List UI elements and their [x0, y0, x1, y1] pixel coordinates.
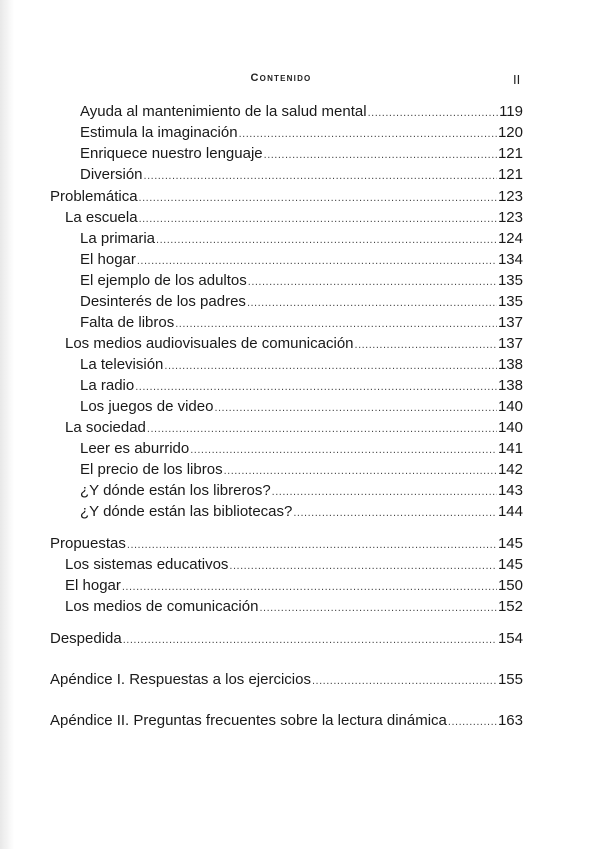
toc-entry-page: 138 — [497, 377, 523, 394]
toc-entry-label: ¿Y dónde están los libreros? — [80, 482, 271, 499]
toc-leader-dots — [312, 669, 497, 692]
toc-leader-dots — [368, 101, 498, 124]
toc-entry-page: 137 — [497, 314, 523, 331]
toc-entry — [65, 417, 523, 439]
toc-leader-dots — [355, 333, 497, 356]
toc-entry-page: 121 — [497, 166, 523, 183]
toc-leader-dots — [164, 354, 497, 377]
toc-entry — [50, 710, 523, 732]
toc-entry — [80, 228, 523, 250]
toc-entry-label: Enriquece nuestro lenguaje — [80, 145, 263, 162]
toc-entry-label: La sociedad — [65, 419, 146, 436]
toc-entry-page: 152 — [497, 598, 523, 615]
toc-leader-dots — [264, 143, 497, 166]
toc-entry-label: Apéndice II. Preguntas frecuentes sobre la lectura dinámica — [50, 712, 447, 729]
toc-entry-page: 123 — [497, 188, 523, 205]
toc-entry — [50, 669, 523, 691]
toc-entry — [50, 628, 523, 650]
toc-entry-label: Falta de libros — [80, 314, 175, 331]
toc-leader-dots — [135, 375, 497, 398]
toc-entry-label: La radio — [80, 377, 135, 394]
toc-leader-dots — [139, 186, 497, 209]
toc-entry-page: 140 — [497, 419, 523, 436]
toc-entry-label: Problemática — [50, 188, 138, 205]
toc-entry — [80, 354, 523, 376]
toc-entry — [80, 438, 523, 460]
toc-entry-label: El precio de los libros — [80, 461, 223, 478]
toc-entry-label: Los juegos de video — [80, 398, 214, 415]
toc-entry — [50, 186, 523, 208]
toc-entry-page: 138 — [497, 356, 523, 373]
toc-entry-page: 137 — [497, 335, 523, 352]
toc-entry-label: Diversión — [80, 166, 143, 183]
page-edge-shadow — [0, 0, 14, 849]
toc-entry-page: 135 — [497, 272, 523, 289]
toc-leader-dots — [248, 270, 497, 293]
toc-entry-label: Los sistemas educativos — [65, 556, 229, 573]
toc-leader-dots — [139, 207, 497, 230]
toc-entry-label: ¿Y dónde están las bibliotecas? — [80, 503, 293, 520]
toc-entry-page: 141 — [497, 440, 523, 457]
header-page-number: II — [513, 72, 521, 87]
toc-leader-dots — [127, 533, 497, 556]
toc-entry-label: El hogar — [80, 251, 136, 268]
toc-entry-label: El hogar — [65, 577, 121, 594]
toc-leader-dots — [259, 596, 497, 619]
toc-entry — [65, 333, 523, 355]
toc-entry-label: La escuela — [65, 209, 138, 226]
toc-entry-label: Apéndice I. Respuestas a los ejercicios — [50, 671, 311, 688]
toc-leader-dots — [247, 291, 497, 314]
toc-entry-page: 124 — [497, 230, 523, 247]
toc-entry — [50, 533, 523, 555]
toc-entry-label: Desinterés de los padres — [80, 293, 246, 310]
toc-entry — [80, 249, 523, 271]
toc-leader-dots — [122, 575, 497, 598]
toc-entry — [80, 143, 523, 165]
toc-entry — [65, 554, 523, 576]
toc-leader-dots — [214, 396, 497, 419]
toc-entry-page: 120 — [497, 124, 523, 141]
toc-entry — [65, 596, 523, 618]
toc-entry-page: 155 — [497, 671, 523, 688]
toc-entry-page: 143 — [497, 482, 523, 499]
toc-leader-dots — [239, 122, 497, 145]
toc-entry-page: 121 — [497, 145, 523, 162]
toc-entry — [80, 291, 523, 313]
toc-leader-dots — [137, 249, 497, 272]
toc-entry-page: 123 — [497, 209, 523, 226]
toc-entry-label: Los medios de comunicación — [65, 598, 259, 615]
toc-entry-page: 142 — [497, 461, 523, 478]
header-title: Contenido — [250, 72, 312, 84]
toc-leader-dots — [293, 501, 497, 524]
toc-entry — [80, 312, 523, 334]
toc-entry-page: 144 — [497, 503, 523, 520]
toc-entry-label: La televisión — [80, 356, 164, 373]
toc-entry-label: El ejemplo de los adultos — [80, 272, 247, 289]
toc-entry-page: 140 — [497, 398, 523, 415]
toc-entry-label: Leer es aburrido — [80, 440, 190, 457]
running-header — [0, 72, 600, 92]
toc-leader-dots — [156, 228, 497, 251]
toc-entry-page: 145 — [497, 556, 523, 573]
toc-leader-dots — [229, 554, 497, 577]
toc-entry-page: 135 — [497, 293, 523, 310]
toc-leader-dots — [224, 459, 497, 482]
toc-entry-label: Los medios audiovisuales de comunicación — [65, 335, 354, 352]
toc-leader-dots — [175, 312, 497, 335]
toc-entry-page: 163 — [497, 712, 523, 729]
toc-entry-label: Ayuda al mantenimiento de la salud mental — [80, 103, 367, 120]
toc-leader-dots — [147, 417, 497, 440]
toc-entry — [80, 375, 523, 397]
toc-entry — [80, 270, 523, 292]
toc-entry-label: Despedida — [50, 630, 122, 647]
toc-entry-page: 150 — [497, 577, 523, 594]
toc-entry-label: La primaria — [80, 230, 156, 247]
toc-entry — [80, 101, 523, 123]
toc-entry-page: 119 — [499, 103, 523, 120]
toc-leader-dots — [190, 438, 497, 461]
toc-entry — [65, 575, 523, 597]
toc-entry-page: 154 — [497, 630, 523, 647]
toc-entry-label: Propuestas — [50, 535, 126, 552]
toc-leader-dots — [448, 710, 497, 733]
toc-entry — [80, 396, 523, 418]
toc-entry — [80, 164, 523, 186]
toc-leader-dots — [272, 480, 497, 503]
toc-entry — [80, 122, 523, 144]
toc-entry — [80, 480, 523, 502]
toc-leader-dots — [123, 628, 497, 651]
toc-entry-page: 145 — [497, 535, 523, 552]
toc-entry — [80, 459, 523, 481]
toc-entry-label: Estimula la imaginación — [80, 124, 238, 141]
toc-leader-dots — [144, 164, 497, 187]
toc-entry — [80, 501, 523, 523]
toc-entry-page: 134 — [497, 251, 523, 268]
toc-entry — [65, 207, 523, 229]
